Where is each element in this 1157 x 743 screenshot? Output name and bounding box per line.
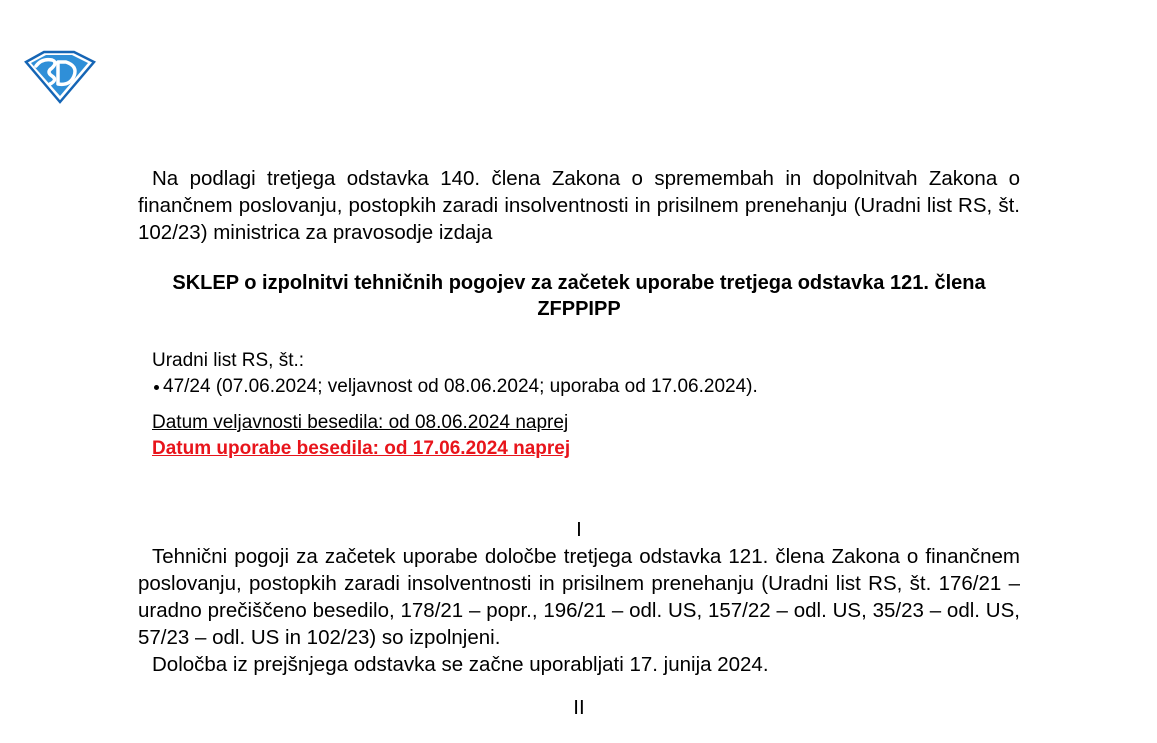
gazette-item-text: 47/24 (07.06.2024; veljavnost od 08.06.2024; uporaba od 17.06.2024). xyxy=(163,376,758,397)
validity-date: Datum veljavnosti besedila: od 08.06.2024 naprej xyxy=(152,412,569,433)
gazette-item xyxy=(152,374,1020,400)
sd-diamond-logo-icon xyxy=(22,48,96,104)
application-date: Datum uporabe besedila: od 17.06.2024 naprej xyxy=(152,438,571,459)
sd-logo xyxy=(22,48,96,104)
section-heading-1: I xyxy=(576,518,582,541)
document-body xyxy=(138,165,1020,721)
section-heading-2: II xyxy=(573,696,585,719)
bullet-icon xyxy=(154,385,159,390)
section-1-paragraph-2: Določba iz prejšnjega odstavka se začne uporabljati 17. junija 2024. xyxy=(152,653,769,676)
dates-block xyxy=(152,410,1020,462)
document-title: SKLEP o izpolnitvi tehničnih pogojev za začetek uporabe tretjega odstavka 121. člena ZFPPIPP xyxy=(172,272,986,320)
intro-paragraph: Na podlagi tretjega odstavka 140. člena Zakona o spremembah in dopolnitvah Zakona o finančnem poslovanju, postopkih zaradi insolventnosti in prisilnem prenehanju (Uradni list RS, št. 102/23) ministrica za pravosodje izdaja xyxy=(138,167,1020,244)
gazette-label: Uradni list RS, št.: xyxy=(152,350,305,371)
section-1-paragraph-1: Tehnični pogoji za začetek uporabe določbe tretjega odstavka 121. člena Zakona o finančnem poslovanju, postopkih zaradi insolventnosti in prisilnem prenehanju (Uradni list RS, št. 176/21 – uradno prečiščeno besedilo, 178/21 – popr., 196/21 – odl. US, 157/22 – odl. US, 35/23 – odl. US, 57/23 – odl. US in 102/23) so izpolnjeni. xyxy=(138,545,1020,649)
gazette-block xyxy=(152,348,1020,400)
